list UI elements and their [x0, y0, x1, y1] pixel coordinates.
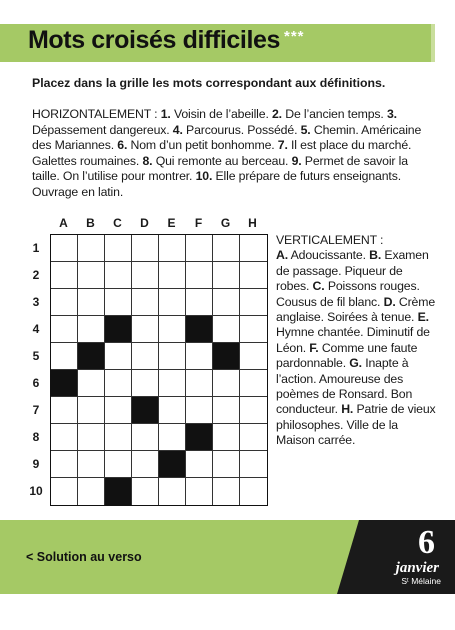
grid-cell[interactable]	[51, 451, 78, 478]
row-label: 9	[32, 457, 40, 471]
grid-cell-black	[186, 424, 213, 451]
vertical-clues	[276, 233, 436, 449]
grid-cell[interactable]	[159, 289, 186, 316]
grid-cell[interactable]	[51, 397, 78, 424]
grid-cell[interactable]	[159, 343, 186, 370]
grid-cell[interactable]	[240, 289, 267, 316]
column-label: C	[113, 216, 122, 230]
grid-cell[interactable]	[186, 235, 213, 262]
column-label: H	[248, 216, 257, 230]
grid-cell[interactable]	[213, 478, 240, 505]
grid-cell[interactable]	[51, 343, 78, 370]
grid-cell[interactable]	[105, 451, 132, 478]
horizontal-clue-number: 8.	[142, 153, 153, 168]
horizontal-clue-number: 9.	[291, 153, 302, 168]
horizontal-heading: HORIZONTALEMENT :	[32, 107, 161, 121]
horizontal-clue-text: Voisin de l’abeille.	[170, 107, 272, 121]
grid-cell[interactable]	[186, 397, 213, 424]
vertical-clue-text: Hymne chantée. Diminutif de Léon.	[276, 325, 430, 355]
vertical-clue-number: A.	[276, 248, 288, 263]
grid-cell[interactable]	[51, 424, 78, 451]
grid-cell[interactable]	[159, 316, 186, 343]
vertical-heading: VERTICALEMENT :	[276, 233, 384, 247]
grid-cell[interactable]	[213, 424, 240, 451]
grid-cell-black	[159, 451, 186, 478]
row-label: 5	[32, 349, 40, 363]
grid-cell[interactable]	[213, 316, 240, 343]
grid-cell[interactable]	[105, 343, 132, 370]
grid-cell[interactable]	[132, 451, 159, 478]
grid-cell-black	[78, 343, 105, 370]
column-label: E	[167, 216, 176, 230]
grid-cell-black	[105, 316, 132, 343]
instruction-text: Placez dans la grille les mots correspondant aux définitions.	[32, 76, 386, 90]
vertical-clue-number: D.	[383, 294, 396, 309]
grid-cell[interactable]	[186, 343, 213, 370]
horizontal-clue-text: Permet de savoir la taille. On l’utilise pour montrer.	[32, 153, 408, 184]
grid-cell[interactable]	[105, 289, 132, 316]
row-label: 7	[32, 403, 40, 417]
vertical-clue-text: Crème anglaise. Soirées à tenue.	[276, 294, 436, 325]
horizontal-clue	[173, 123, 301, 137]
row-label: 3	[32, 295, 40, 309]
grid-cell[interactable]	[105, 397, 132, 424]
title-bar	[0, 24, 431, 62]
horizontal-clue-number: 3.	[386, 107, 397, 121]
grid-cell[interactable]	[186, 451, 213, 478]
vertical-clue-text: Patrie de vieux philosophes. Ville de la Maison carrée.	[276, 402, 436, 448]
grid-cell[interactable]	[213, 397, 240, 424]
row-label: 2	[32, 268, 40, 282]
grid-cell[interactable]	[186, 478, 213, 505]
row-label: 8	[32, 430, 40, 444]
date-saint: Sᵗ Mélaine	[401, 576, 441, 586]
grid-cell[interactable]	[78, 397, 105, 424]
grid-cell[interactable]	[240, 343, 267, 370]
grid-cell[interactable]	[78, 424, 105, 451]
horizontal-clue-number: 7.	[277, 138, 288, 153]
horizontal-clue-text: Il est place du marché. Galettes roumaines.	[32, 138, 412, 168]
vertical-clue	[276, 248, 369, 262]
grid-cell[interactable]	[78, 235, 105, 262]
horizontal-clue-text: Qui remonte au berceau.	[152, 153, 292, 168]
grid-cell[interactable]	[240, 451, 267, 478]
grid-cell[interactable]	[240, 235, 267, 262]
column-label: B	[86, 216, 95, 230]
horizontal-clue-text: Dépassement dangereux.	[32, 122, 173, 137]
horizontal-clue-number: 6.	[117, 138, 128, 153]
grid-cell[interactable]	[132, 289, 159, 316]
grid-cell[interactable]	[213, 262, 240, 289]
grid-cell[interactable]	[159, 478, 186, 505]
horizontal-clue-text: Nom d’un petit bonhomme.	[127, 138, 278, 153]
grid-cell[interactable]	[78, 478, 105, 505]
row-label: 1	[32, 241, 40, 255]
grid-cell[interactable]	[78, 370, 105, 397]
grid-cell[interactable]	[51, 289, 78, 316]
horizontal-clue-number: 5.	[300, 122, 311, 137]
horizontal-clue-number: 10.	[195, 169, 213, 184]
row-label: 4	[32, 322, 40, 336]
vertical-clue-text: Adoucissante.	[288, 248, 370, 263]
grid-cell[interactable]	[159, 235, 186, 262]
horizontal-clues	[32, 107, 432, 201]
footer-bar	[0, 520, 455, 594]
vertical-clue-number: G.	[349, 356, 362, 371]
grid-cell[interactable]	[51, 262, 78, 289]
horizontal-clue-number: 2.	[271, 107, 282, 121]
grid-cell[interactable]	[78, 262, 105, 289]
horizontal-clue	[161, 107, 272, 121]
grid-cell[interactable]	[78, 289, 105, 316]
vertical-clue-number: C.	[312, 279, 325, 294]
vertical-clue-number: E.	[417, 310, 429, 325]
grid-cell-black	[51, 370, 78, 397]
grid-cell[interactable]	[132, 370, 159, 397]
grid-cell[interactable]	[51, 478, 78, 505]
grid-cell[interactable]	[159, 262, 186, 289]
grid-cell[interactable]	[105, 424, 132, 451]
grid-cell[interactable]	[159, 370, 186, 397]
row-label: 6	[32, 376, 40, 390]
vertical-clue-text: Poissons rouges. Cousus de fil blanc.	[276, 279, 420, 309]
grid-cell[interactable]	[186, 289, 213, 316]
grid-cell[interactable]	[78, 316, 105, 343]
horizontal-clue	[117, 138, 278, 152]
solution-link[interactable]: < Solution au verso	[26, 550, 142, 564]
grid-cell-black	[186, 316, 213, 343]
vertical-clue-text: Inapte à l’action. Amoureuse des poèmes de Ronsard. Bon conducteur.	[276, 356, 413, 417]
grid-cell[interactable]	[213, 370, 240, 397]
date-day: 6	[418, 524, 435, 561]
date-month: janvier	[395, 560, 439, 576]
grid-cell[interactable]	[132, 262, 159, 289]
horizontal-clue	[142, 154, 291, 168]
horizontal-clue-number: 1.	[160, 107, 171, 121]
grid-cell-black	[105, 478, 132, 505]
grid-cell[interactable]	[240, 424, 267, 451]
grid-cell[interactable]	[213, 451, 240, 478]
grid-cell[interactable]	[132, 235, 159, 262]
grid-cell[interactable]	[186, 370, 213, 397]
column-label: A	[59, 216, 68, 230]
crossword-grid[interactable]	[50, 234, 268, 506]
row-label: 10	[29, 484, 43, 498]
horizontal-clue-text: Parcourus. Possédé.	[182, 122, 301, 137]
column-label: G	[220, 216, 231, 230]
grid-cell[interactable]	[105, 262, 132, 289]
grid-cell[interactable]	[213, 289, 240, 316]
horizontal-clue-text: Chemin. Américaine des Mariannes.	[32, 122, 422, 153]
difficulty-stars: ***	[284, 28, 305, 45]
vertical-clue-number: H.	[341, 402, 354, 417]
grid-cell[interactable]	[132, 478, 159, 505]
column-label: D	[140, 216, 149, 230]
horizontal-clue-text: De l’ancien temps.	[281, 107, 387, 121]
grid-cell[interactable]	[213, 235, 240, 262]
horizontal-clue	[272, 107, 387, 121]
date-badge	[337, 520, 455, 594]
vertical-clue-number: F.	[309, 340, 319, 355]
horizontal-clue-text: Elle prépare de futurs enseignants. Ouvrage en latin.	[32, 169, 401, 199]
grid-cell[interactable]	[240, 478, 267, 505]
vertical-clue-number: B.	[369, 248, 382, 263]
grid-cell[interactable]	[159, 424, 186, 451]
grid-cell-black	[213, 343, 240, 370]
horizontal-clue-number: 4.	[172, 122, 183, 137]
grid-cell[interactable]	[132, 316, 159, 343]
grid-cell[interactable]	[159, 397, 186, 424]
column-label: F	[194, 216, 203, 230]
vertical-clue-text: Examen de passage. Piqueur de robes.	[276, 248, 429, 294]
grid-cell[interactable]	[240, 370, 267, 397]
grid-cell[interactable]	[132, 424, 159, 451]
grid-cell[interactable]	[105, 370, 132, 397]
page-title: Mots croisés difficiles ***	[28, 26, 305, 54]
grid-cell[interactable]	[240, 262, 267, 289]
grid-cell[interactable]	[105, 235, 132, 262]
grid-cell[interactable]	[78, 451, 105, 478]
grid-cell-black	[132, 397, 159, 424]
vertical-clue-text: Comme une faute pardonnable.	[276, 340, 418, 371]
grid-cell[interactable]	[186, 262, 213, 289]
grid-cell[interactable]	[51, 316, 78, 343]
grid-cell[interactable]	[240, 316, 267, 343]
grid-cell[interactable]	[132, 343, 159, 370]
grid-cell[interactable]	[51, 235, 78, 262]
grid-cell[interactable]	[240, 397, 267, 424]
